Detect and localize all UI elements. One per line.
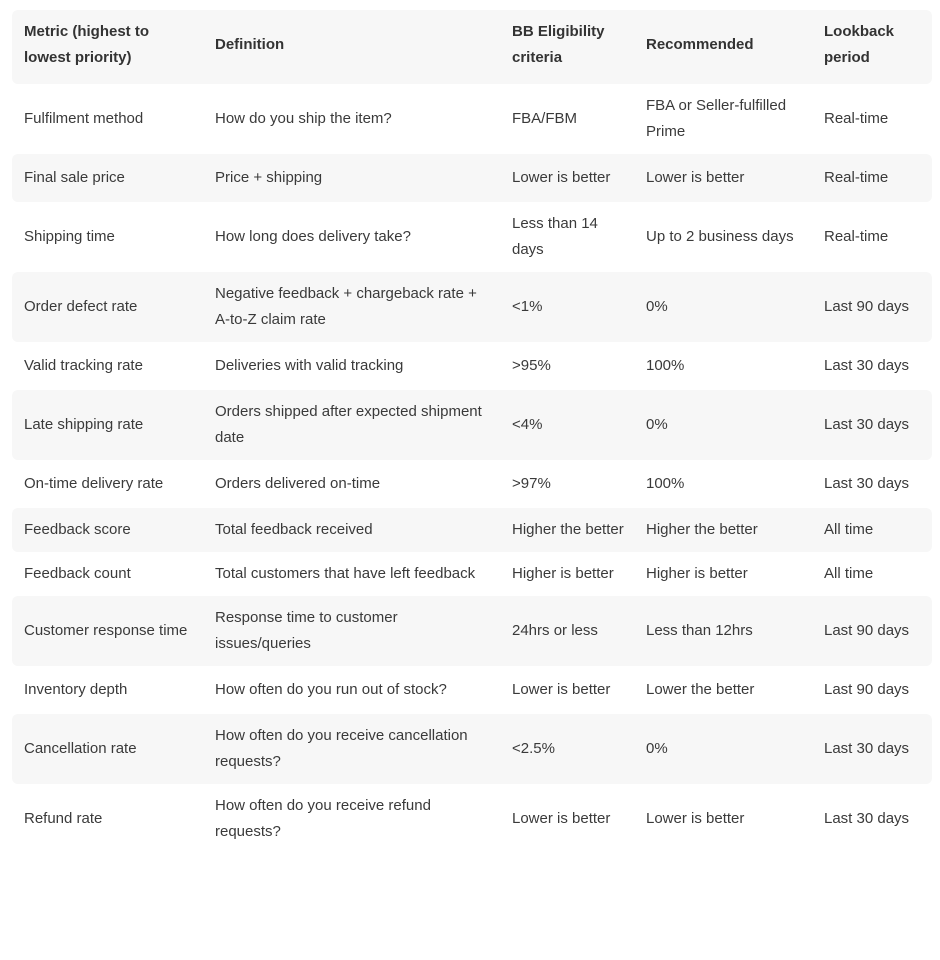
header-definition: Definition (215, 36, 285, 53)
cell-bb-eligibility: >97% (512, 475, 551, 492)
cell-recommended: Lower is better (646, 169, 745, 186)
cell-metric: Customer response time (24, 622, 188, 639)
cell-recommended: 100% (646, 357, 685, 374)
cell-metric: Cancellation rate (24, 740, 137, 757)
cell-bb-eligibility: Less than 14 days (512, 215, 598, 258)
cell-recommended: FBA or Seller-fulfilled Prime (646, 97, 787, 140)
cell-lookback: Last 90 days (824, 298, 910, 315)
cell-definition: How often do you receive refund requests? (215, 797, 431, 840)
cell-recommended: Higher the better (646, 521, 758, 538)
table-row (12, 460, 932, 508)
cell-lookback: Last 30 days (824, 416, 910, 433)
cell-definition: How often do you run out of stock? (215, 681, 447, 698)
cell-bb-eligibility: Lower is better (512, 681, 611, 698)
cell-definition: Total feedback received (215, 521, 373, 538)
cell-metric: Order defect rate (24, 298, 138, 315)
cell-definition: Total customers that have left feedback (215, 565, 476, 582)
cell-metric: On-time delivery rate (24, 475, 164, 492)
cell-definition: Deliveries with valid tracking (215, 357, 404, 374)
table-row (12, 84, 932, 154)
cell-recommended: 0% (646, 298, 668, 315)
table-row (12, 666, 932, 714)
cell-bb-eligibility: >95% (512, 357, 551, 374)
cell-metric: Late shipping rate (24, 416, 144, 433)
cell-metric: Feedback score (24, 521, 131, 538)
cell-lookback: Last 30 days (824, 810, 910, 827)
buybox-metrics-table-container (12, 10, 932, 854)
cell-bb-eligibility: Lower is better (512, 810, 611, 827)
table-row (12, 784, 932, 854)
cell-definition: How do you ship the item? (215, 110, 392, 127)
cell-lookback: All time (824, 565, 874, 582)
cell-bb-eligibility: 24hrs or less (512, 622, 598, 639)
header-metric: Metric (highest to lowest priority) (24, 23, 150, 66)
cell-definition: How often do you receive cancellation requests? (215, 727, 468, 770)
cell-recommended: Lower the better (646, 681, 755, 698)
cell-definition: Response time to customer issues/queries (215, 609, 398, 652)
table-row (12, 390, 932, 460)
cell-lookback: Real-time (824, 110, 889, 127)
cell-bb-eligibility: FBA/FBM (512, 110, 578, 127)
cell-bb-eligibility: Higher is better (512, 565, 614, 582)
table-row (12, 596, 932, 666)
cell-recommended: Lower is better (646, 810, 745, 827)
cell-lookback: Last 30 days (824, 475, 910, 492)
cell-lookback: Last 90 days (824, 622, 910, 639)
cell-metric: Valid tracking rate (24, 357, 143, 374)
cell-recommended: Less than 12hrs (646, 622, 753, 639)
cell-lookback: Real-time (824, 169, 889, 186)
cell-bb-eligibility: <4% (512, 416, 543, 433)
cell-lookback: All time (824, 521, 874, 538)
cell-recommended: Higher is better (646, 565, 748, 582)
header-bb-eligibility: BB Eligibility criteria (512, 23, 605, 66)
cell-recommended: 100% (646, 475, 685, 492)
cell-lookback: Last 90 days (824, 681, 910, 698)
cell-metric: Final sale price (24, 169, 125, 186)
table-row (12, 272, 932, 342)
cell-metric: Inventory depth (24, 681, 128, 698)
table-row (12, 154, 932, 202)
cell-recommended: Up to 2 business days (646, 228, 794, 245)
cell-metric: Shipping time (24, 228, 115, 245)
cell-metric: Feedback count (24, 565, 131, 582)
table-row (12, 714, 932, 784)
cell-bb-eligibility: <2.5% (512, 740, 555, 757)
header-lookback: Lookback period (824, 23, 895, 66)
cell-lookback: Last 30 days (824, 357, 910, 374)
table-row (12, 342, 932, 390)
cell-metric: Refund rate (24, 810, 103, 827)
cell-recommended: 0% (646, 740, 668, 757)
header-recommended: Recommended (646, 36, 754, 53)
table-row (12, 202, 932, 272)
cell-definition: Orders delivered on-time (215, 475, 381, 492)
table-row (12, 552, 932, 596)
cell-recommended: 0% (646, 416, 668, 433)
cell-bb-eligibility: Lower is better (512, 169, 611, 186)
cell-definition: Negative feedback + chargeback rate + A-to-Z claim rate (215, 285, 477, 328)
cell-definition: Price + shipping (215, 169, 323, 186)
cell-bb-eligibility: Higher the better (512, 521, 624, 538)
cell-metric: Fulfilment method (24, 110, 144, 127)
table-header-row (12, 10, 932, 84)
buybox-metrics-table (12, 10, 932, 854)
table-row (12, 508, 932, 552)
cell-definition: How long does delivery take? (215, 228, 411, 245)
cell-bb-eligibility: <1% (512, 298, 543, 315)
cell-lookback: Real-time (824, 228, 889, 245)
cell-definition: Orders shipped after expected shipment date (215, 403, 482, 446)
cell-lookback: Last 30 days (824, 740, 910, 757)
